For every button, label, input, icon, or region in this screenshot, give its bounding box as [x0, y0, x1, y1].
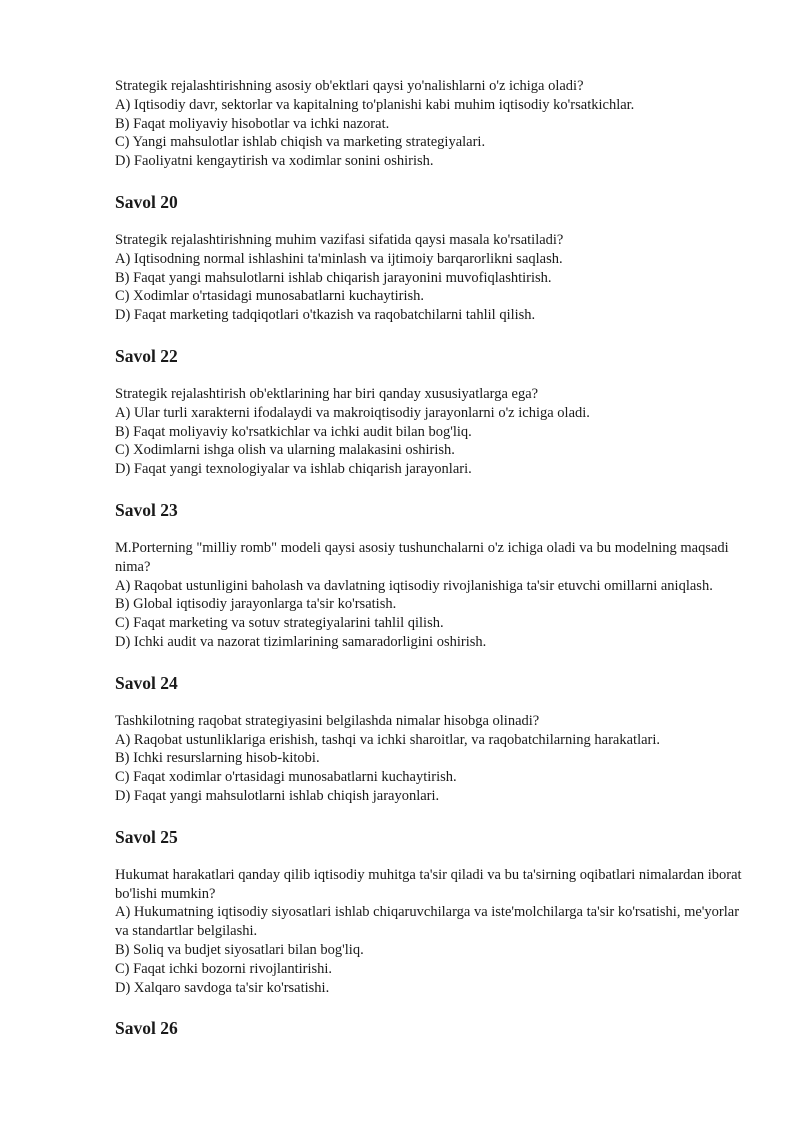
option-d: D) Faqat marketing tadqiqotlari o'tkazish va raqobatchilarni tahlil qilish.: [115, 307, 536, 324]
option-c: C) Yangi mahsulotlar ishlab chiqish va marketing strategiyalari.: [115, 134, 486, 151]
question-heading: Savol 24: [115, 672, 178, 693]
option-a: A) Ular turli xarakterni ifodalaydi va makroiqtisodiy jarayonlarni o'z ichiga oladi.: [115, 404, 590, 421]
question-heading: Savol 20: [115, 191, 178, 212]
question-block: [115, 345, 745, 479]
question-block: [115, 77, 745, 171]
option-c: C) Xodimlarni ishga olish va ularning malakasini oshirish.: [115, 442, 455, 459]
document-page: [115, 77, 745, 1057]
question-block: [115, 672, 745, 806]
option-b: B) Faqat moliyaviy ko'rsatkichlar va ichki audit bilan bog'liq.: [115, 423, 472, 440]
option-b: B) Soliq va budjet siyosatlari bilan bog'liq.: [115, 941, 364, 958]
option-a: A) Iqtisodning normal ishlashini ta'minlash va ijtimoiy barqarorlikni saqlash.: [115, 250, 563, 267]
question-text: Hukumat harakatlari qanday qilib iqtisodiy muhitga ta'sir qiladi va bu ta'sirning oqibatlari nimalardan iborat bo'lishi mumkin?: [115, 866, 742, 902]
question-text: Strategik rejalashtirishning muhim vazifasi sifatida qaysi masala ko'rsatiladi?: [115, 231, 564, 248]
option-c: C) Faqat xodimlar o'rtasidagi munosabatlarni kuchaytirish.: [115, 769, 457, 786]
question-text: Strategik rejalashtirish ob'ektlarining har biri qanday xususiyatlarga ega?: [115, 385, 539, 402]
option-b: B) Faqat yangi mahsulotlarni ishlab chiqarish jarayonini muvofiqlashtirish.: [115, 269, 552, 286]
option-d: D) Faoliyatni kengaytirish va xodimlar sonini oshirish.: [115, 153, 434, 170]
question-block: [115, 499, 745, 652]
option-c: C) Faqat ichki bozorni rivojlantirishi.: [115, 960, 333, 977]
option-b: B) Ichki resurslarning hisob-kitobi.: [115, 750, 320, 767]
option-d: D) Xalqaro savdoga ta'sir ko'rsatishi.: [115, 979, 330, 996]
question-block: [115, 191, 745, 325]
option-d: D) Faqat yangi mahsulotlarni ishlab chiqish jarayonlari.: [115, 787, 440, 804]
option-b: B) Global iqtisodiy jarayonlarga ta'sir ko'rsatish.: [115, 596, 397, 613]
question-heading: Savol 22: [115, 345, 178, 366]
option-c: C) Faqat marketing va sotuv strategiyalarini tahlil qilish.: [115, 615, 444, 632]
option-a: A) Iqtisodiy davr, sektorlar va kapitalning to'planishi kabi muhim iqtisodiy ko'rsatkichlar.: [115, 96, 635, 113]
question-text: Strategik rejalashtirishning asosiy ob'ektlari qaysi yo'nalishlarni o'z ichiga oladi?: [115, 78, 584, 94]
question-block: [115, 1017, 745, 1039]
option-d: D) Ichki audit va nazorat tizimlarining samaradorligini oshirish.: [115, 633, 487, 650]
option-a: A) Hukumatning iqtisodiy siyosatlari ishlab chiqaruvchilarga va iste'molchilarga ta'sir ko'rsatishi, me'yorlar va standartlar belgilashi.: [115, 904, 740, 940]
option-c: C) Xodimlar o'rtasidagi munosabatlarni kuchaytirish.: [115, 288, 425, 305]
option-a: A) Raqobat ustunligini baholash va davlatning iqtisodiy rivojlanishiga ta'sir etuvchi omillarni aniqlash.: [115, 577, 713, 594]
option-d: D) Faqat yangi texnologiyalar va ishlab chiqarish jarayonlari.: [115, 461, 472, 478]
option-b: B) Faqat moliyaviy hisobotlar va ichki nazorat.: [115, 115, 390, 132]
question-heading: Savol 23: [115, 499, 178, 520]
question-heading: Savol 26: [115, 1018, 178, 1039]
question-text: M.Porterning "milliy romb" modeli qaysi asosiy tushunchalarni o'z ichiga oladi va bu modelning maqsadi nima?: [115, 539, 729, 575]
question-text: Tashkilotning raqobat strategiyasini belgilashda nimalar hisobga olinadi?: [115, 712, 540, 729]
option-a: A) Raqobat ustunliklariga erishish, tashqi va ichki sharoitlar, va raqobatchilarning harakatlari.: [115, 731, 661, 748]
question-block: [115, 826, 745, 998]
question-heading: Savol 25: [115, 826, 178, 847]
